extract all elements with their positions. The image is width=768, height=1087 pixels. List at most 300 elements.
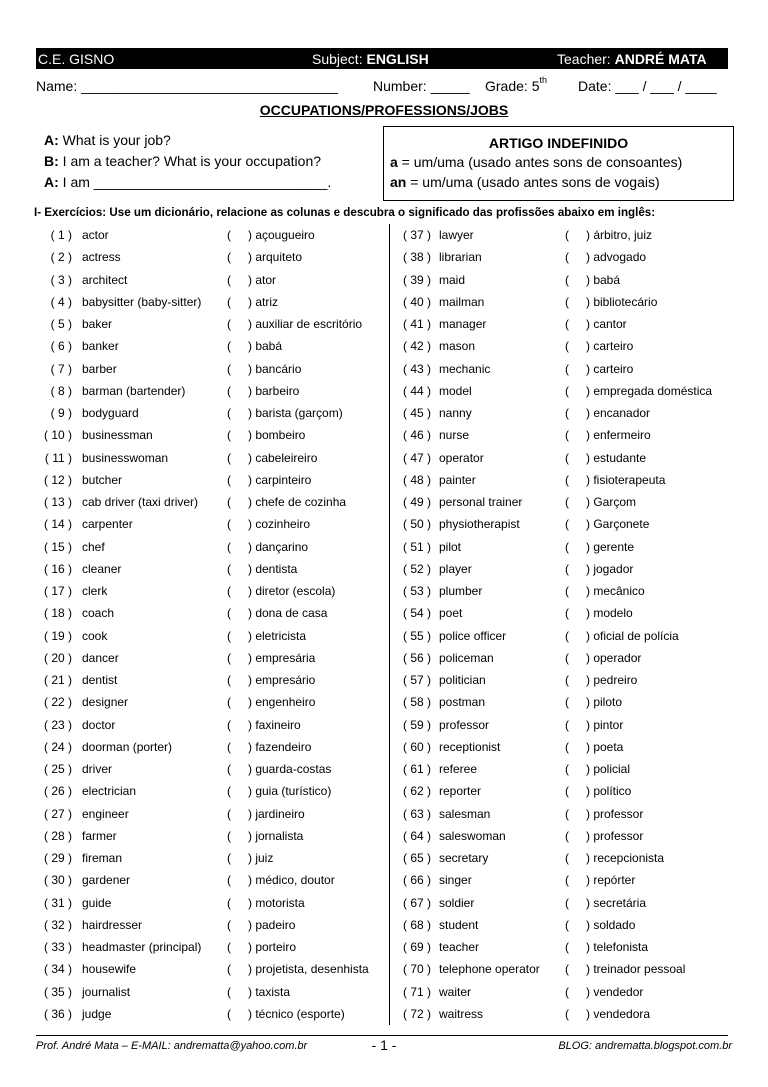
answer-blank[interactable]: ( [227, 940, 231, 954]
item-number: ( 48 ) [402, 472, 431, 487]
item-number: ( 15 ) [43, 539, 72, 554]
answer-blank[interactable]: ( [227, 984, 231, 999]
header-bar [36, 50, 728, 69]
answer-blank[interactable]: ( [565, 984, 569, 999]
table-row [0, 558, 768, 580]
answer-blank[interactable]: ( [565, 272, 569, 287]
table-row [0, 647, 768, 669]
item-number: ( 22 ) [43, 695, 72, 710]
table-row [0, 536, 768, 558]
item-number: ( 52 ) [402, 561, 431, 576]
english-occupation: doctor [82, 717, 116, 732]
english-occupation: businesswoman [82, 450, 169, 465]
answer-blank[interactable]: ( [565, 561, 569, 576]
english-occupation: telephone operator [439, 962, 540, 977]
table-row [0, 335, 768, 357]
english-occupation: player [439, 561, 472, 576]
portuguese-translation: ) vendedora [586, 1006, 651, 1021]
item-number: ( 6 ) [50, 339, 72, 354]
item-number: ( 41 ) [402, 317, 431, 331]
item-number: ( 1 ) [50, 228, 72, 242]
portuguese-translation: ) barista (garçom) [248, 406, 343, 420]
portuguese-translation: ) taxista [248, 984, 291, 999]
artigo-heading: ARTIGO INDEFINIDO [488, 135, 629, 151]
item-number: ( 43 ) [402, 361, 431, 376]
table-row [0, 825, 768, 847]
portuguese-translation: ) gerente [586, 539, 635, 554]
table-row [0, 513, 768, 535]
answer-blank[interactable]: ( [565, 1006, 569, 1021]
portuguese-translation: ) bancário [248, 361, 302, 376]
english-occupation: farmer [82, 828, 117, 843]
portuguese-translation: ) cabeleireiro [248, 450, 318, 465]
dialog-block [44, 130, 331, 193]
answer-blank[interactable]: ( [565, 873, 569, 888]
item-number: ( 64 ) [402, 828, 431, 843]
portuguese-translation: ) cozinheiro [248, 517, 311, 532]
answer-blank[interactable]: ( [227, 650, 231, 665]
portuguese-translation: ) dona de casa [248, 606, 328, 621]
english-occupation: babysitter (baby-sitter) [82, 294, 202, 309]
table-row [0, 269, 768, 291]
english-occupation: cab driver (taxi driver) [82, 495, 199, 509]
answer-blank[interactable]: ( [565, 784, 569, 799]
english-occupation: actor [82, 228, 109, 242]
item-number: ( 38 ) [402, 250, 431, 265]
table-row [0, 981, 768, 1003]
portuguese-translation: ) árbitro, juiz [586, 228, 653, 242]
table-row [0, 936, 768, 958]
portuguese-translation: ) porteiro [248, 940, 297, 954]
portuguese-translation: ) poeta [586, 739, 624, 754]
answer-blank[interactable]: ( [565, 294, 569, 309]
table-row [0, 246, 768, 268]
item-number: ( 36 ) [43, 1006, 72, 1021]
footer-blog: BLOG: andrematta.blogspot.com.br [558, 1040, 732, 1052]
grade-field: Grade: 5th [485, 75, 547, 94]
portuguese-translation: ) babá [248, 339, 283, 354]
answer-blank[interactable]: ( [227, 806, 231, 821]
portuguese-translation: ) piloto [586, 695, 623, 710]
portuguese-translation: ) Garçonete [586, 517, 650, 532]
portuguese-translation: ) recepcionista [586, 851, 665, 865]
portuguese-translation: ) advogado [586, 250, 647, 265]
answer-blank[interactable]: ( [565, 717, 569, 732]
answer-blank[interactable]: ( [565, 628, 569, 643]
item-number: ( 25 ) [43, 762, 72, 776]
english-occupation: banker [82, 339, 119, 354]
answer-blank[interactable]: ( [565, 539, 569, 554]
portuguese-translation: ) pedreiro [586, 673, 638, 687]
item-number: ( 47 ) [402, 450, 431, 465]
answer-blank[interactable]: ( [227, 895, 231, 910]
item-number: ( 50 ) [402, 517, 431, 532]
english-occupation: architect [82, 272, 128, 287]
english-occupation: maid [439, 272, 466, 287]
answer-blank[interactable]: ( [565, 895, 569, 910]
answer-blank[interactable]: ( [227, 873, 231, 888]
table-row [0, 803, 768, 825]
portuguese-translation: ) médico, doutor [248, 873, 335, 888]
portuguese-translation: ) cantor [586, 317, 627, 331]
english-occupation: barman (bartender) [82, 383, 186, 398]
portuguese-translation: ) carteiro [586, 339, 634, 354]
item-number: ( 37 ) [402, 228, 431, 242]
table-row [0, 669, 768, 691]
portuguese-translation: ) barbeiro [248, 383, 300, 398]
item-number: ( 40 ) [402, 294, 431, 309]
portuguese-translation: ) jornalista [248, 828, 304, 843]
table-row [0, 224, 768, 246]
item-number: ( 4 ) [50, 294, 72, 309]
item-number: ( 46 ) [402, 428, 431, 443]
english-occupation: nurse [439, 428, 470, 443]
answer-blank[interactable]: ( [565, 673, 569, 687]
item-number: ( 21 ) [43, 673, 72, 687]
table-row [0, 491, 768, 513]
item-number: ( 18 ) [43, 606, 72, 621]
table-row [0, 736, 768, 758]
answer-blank[interactable]: ( [227, 228, 231, 242]
answer-blank[interactable]: ( [227, 317, 231, 331]
item-number: ( 45 ) [402, 406, 431, 420]
item-number: ( 68 ) [402, 917, 431, 932]
portuguese-translation: ) modelo [586, 606, 633, 621]
item-number: ( 8 ) [50, 383, 72, 398]
english-occupation: physiotherapist [439, 517, 520, 532]
english-occupation: manager [439, 317, 487, 331]
item-number: ( 26 ) [43, 784, 72, 799]
english-occupation: singer [439, 873, 472, 888]
english-occupation: poet [439, 606, 463, 621]
english-occupation: politician [439, 673, 486, 687]
english-occupation: barber [82, 361, 117, 376]
english-occupation: mechanic [439, 361, 491, 376]
answer-blank[interactable]: ( [227, 673, 231, 687]
item-number: ( 39 ) [402, 272, 431, 287]
answer-blank[interactable]: ( [227, 339, 231, 354]
portuguese-translation: ) dentista [248, 561, 298, 576]
item-number: ( 31 ) [43, 895, 72, 910]
page-number: - 1 - [371, 1037, 397, 1053]
english-occupation: saleswoman [439, 828, 506, 843]
item-number: ( 57 ) [402, 673, 431, 687]
item-number: ( 30 ) [43, 873, 72, 888]
portuguese-translation: ) auxiliar de escritório [248, 317, 363, 331]
answer-blank[interactable]: ( [227, 428, 231, 443]
item-number: ( 59 ) [402, 717, 431, 732]
item-number: ( 28 ) [43, 828, 72, 843]
table-row [0, 447, 768, 469]
item-number: ( 44 ) [402, 383, 431, 398]
english-occupation: painter [439, 472, 476, 487]
item-number: ( 17 ) [43, 584, 72, 598]
english-occupation: judge [82, 1006, 112, 1021]
answer-blank[interactable]: ( [565, 339, 569, 354]
answer-blank[interactable]: ( [565, 806, 569, 821]
answer-blank[interactable]: ( [565, 606, 569, 621]
answer-blank[interactable]: ( [565, 962, 569, 977]
answer-blank[interactable]: ( [227, 628, 231, 643]
portuguese-translation: ) chefe de cozinha [248, 495, 347, 509]
english-occupation: guide [82, 895, 112, 910]
answer-blank[interactable]: ( [227, 962, 231, 977]
item-number: ( 58 ) [402, 695, 431, 710]
item-number: ( 12 ) [43, 472, 72, 487]
answer-blank[interactable]: ( [227, 539, 231, 554]
item-number: ( 20 ) [43, 650, 72, 665]
item-number: ( 35 ) [43, 984, 72, 999]
english-occupation: professor [439, 717, 490, 732]
portuguese-translation: ) guarda-costas [248, 762, 332, 776]
item-number: ( 16 ) [43, 561, 72, 576]
portuguese-translation: ) telefonista [586, 940, 649, 954]
answer-blank[interactable]: ( [565, 228, 569, 242]
teacher-value: ANDRÉ MATA [614, 51, 707, 67]
item-number: ( 27 ) [43, 806, 72, 821]
item-number: ( 5 ) [50, 317, 72, 331]
answer-blank[interactable]: ( [565, 406, 569, 420]
table-row [0, 758, 768, 780]
answer-blank[interactable]: ( [565, 940, 569, 954]
english-occupation: chef [82, 539, 105, 554]
answer-blank[interactable]: ( [565, 828, 569, 843]
answer-blank[interactable]: ( [565, 762, 569, 776]
english-occupation: fireman [82, 851, 123, 865]
item-number: ( 62 ) [402, 784, 431, 799]
answer-blank[interactable]: ( [227, 784, 231, 799]
answer-blank[interactable]: ( [565, 428, 569, 443]
item-number: ( 63 ) [402, 806, 431, 821]
answer-blank[interactable]: ( [227, 406, 231, 420]
table-row [0, 780, 768, 802]
answer-blank[interactable]: ( [227, 917, 231, 932]
school-name: C.E. GISNO [38, 51, 115, 67]
table-row [0, 602, 768, 624]
table-row [0, 714, 768, 736]
english-occupation: lawyer [439, 228, 474, 242]
answer-blank[interactable]: ( [565, 650, 569, 665]
portuguese-translation: ) estudante [586, 450, 647, 465]
english-occupation: personal trainer [439, 495, 523, 509]
answer-blank[interactable]: ( [565, 361, 569, 376]
item-number: ( 24 ) [43, 739, 72, 754]
english-occupation: police officer [439, 628, 507, 643]
portuguese-translation: ) empregada doméstica [586, 383, 713, 398]
answer-blank[interactable]: ( [227, 762, 231, 776]
table-row [0, 691, 768, 713]
portuguese-translation: ) guia (turístico) [248, 784, 332, 799]
portuguese-translation: ) empresário [248, 673, 316, 687]
english-occupation: referee [439, 762, 478, 776]
portuguese-translation: ) pintor [586, 717, 624, 732]
answer-blank[interactable]: ( [565, 517, 569, 532]
portuguese-translation: ) juiz [248, 851, 274, 865]
answer-blank[interactable]: ( [227, 294, 231, 309]
answer-blank[interactable]: ( [227, 851, 231, 865]
item-number: ( 61 ) [402, 762, 431, 776]
english-occupation: electrician [82, 784, 137, 799]
item-number: ( 29 ) [43, 851, 72, 865]
table-row [0, 958, 768, 980]
table-row [0, 625, 768, 647]
artigo-line: an = um/uma (usado antes sons de vogais) [390, 174, 660, 190]
answer-blank[interactable]: ( [227, 517, 231, 532]
exercise-instructions: I- Exercícios: Use um dicionário, relacione as colunas e descubra o significado das profissões abaixo em inglês: [34, 206, 656, 219]
portuguese-translation: ) diretor (escola) [248, 584, 336, 598]
english-occupation: engineer [82, 806, 129, 821]
item-number: ( 7 ) [50, 361, 72, 376]
english-occupation: baker [82, 317, 113, 331]
portuguese-translation: ) eletricista [248, 628, 307, 643]
item-number: ( 67 ) [402, 895, 431, 910]
english-occupation: dentist [82, 673, 118, 687]
english-occupation: coach [82, 606, 115, 621]
portuguese-translation: ) jogador [586, 561, 634, 576]
answer-blank[interactable]: ( [227, 695, 231, 710]
answer-blank[interactable]: ( [227, 361, 231, 376]
answer-blank[interactable]: ( [565, 584, 569, 598]
portuguese-translation: ) fazendeiro [248, 739, 312, 754]
answer-blank[interactable]: ( [227, 828, 231, 843]
artigo-box [383, 126, 734, 201]
portuguese-translation: ) bibliotecário [586, 294, 658, 309]
english-occupation: designer [82, 695, 129, 710]
portuguese-translation: ) técnico (esporte) [248, 1006, 345, 1021]
english-occupation: model [439, 383, 472, 398]
english-occupation: pilot [439, 539, 462, 554]
table-row [0, 380, 768, 402]
table-row [0, 892, 768, 914]
portuguese-translation: ) faxineiro [248, 717, 301, 732]
portuguese-translation: ) professor [586, 828, 644, 843]
portuguese-translation: ) político [586, 784, 632, 799]
portuguese-translation: ) policial [586, 762, 631, 776]
item-number: ( 11 ) [44, 450, 72, 465]
subject-value: ENGLISH [366, 51, 429, 67]
item-number: ( 42 ) [402, 339, 431, 354]
answer-blank[interactable]: ( [227, 272, 231, 287]
english-occupation: butcher [82, 472, 123, 487]
answer-blank[interactable]: ( [227, 561, 231, 576]
english-occupation: hairdresser [82, 917, 143, 932]
english-occupation: soldier [439, 895, 475, 910]
portuguese-translation: ) fisioterapeuta [586, 472, 666, 487]
answer-blank[interactable]: ( [227, 250, 231, 265]
item-number: ( 10 ) [43, 428, 72, 443]
item-number: ( 34 ) [43, 962, 72, 977]
answer-blank[interactable]: ( [227, 606, 231, 621]
portuguese-translation: ) oficial de polícia [586, 628, 679, 643]
item-number: ( 53 ) [402, 584, 431, 598]
portuguese-translation: ) projetista, desenhista [248, 962, 369, 977]
table-row [0, 914, 768, 936]
english-occupation: bodyguard [82, 406, 139, 420]
table-row [0, 580, 768, 602]
answer-blank[interactable]: ( [227, 383, 231, 398]
english-occupation: clerk [82, 584, 108, 598]
english-occupation: headmaster (principal) [82, 940, 202, 954]
portuguese-translation: ) motorista [248, 895, 305, 910]
answer-blank[interactable]: ( [227, 739, 231, 754]
item-number: ( 9 ) [50, 406, 72, 420]
english-occupation: reporter [439, 784, 482, 799]
english-occupation: operator [439, 450, 484, 465]
item-number: ( 51 ) [402, 539, 431, 554]
artigo-line: a = um/uma (usado antes sons de consoantes) [390, 154, 683, 170]
item-number: ( 70 ) [402, 962, 431, 977]
portuguese-translation: ) Garçom [586, 495, 637, 509]
table-row [0, 402, 768, 424]
answer-blank[interactable]: ( [565, 851, 569, 865]
answer-blank[interactable]: ( [227, 584, 231, 598]
item-number: ( 23 ) [43, 717, 72, 732]
table-row [0, 469, 768, 491]
page-title: OCCUPATIONS/PROFESSIONS/JOBS [259, 102, 509, 118]
answer-blank[interactable]: ( [565, 472, 569, 487]
english-occupation: librarian [439, 250, 482, 265]
portuguese-translation: ) secretária [586, 895, 647, 910]
english-occupation: gardener [82, 873, 131, 888]
answer-blank[interactable]: ( [565, 450, 569, 465]
english-occupation: plumber [439, 584, 483, 598]
answer-blank[interactable]: ( [565, 383, 569, 398]
english-occupation: nanny [439, 406, 472, 420]
portuguese-translation: ) açougueiro [248, 228, 315, 242]
item-number: ( 60 ) [402, 739, 431, 754]
item-number: ( 55 ) [402, 628, 431, 643]
answer-blank[interactable]: ( [227, 495, 231, 509]
portuguese-translation: ) treinador pessoal [586, 962, 686, 977]
answer-blank[interactable]: ( [565, 317, 569, 331]
table-row [0, 313, 768, 335]
portuguese-translation: ) vendedor [586, 984, 644, 999]
answer-blank[interactable]: ( [565, 917, 569, 932]
table-row [0, 869, 768, 891]
item-number: ( 32 ) [43, 917, 72, 932]
table-row [0, 1003, 768, 1025]
portuguese-translation: ) jardineiro [248, 806, 305, 821]
english-occupation: housewife [82, 962, 137, 977]
dialog-line: A: What is your job? [44, 132, 171, 148]
subject-line: Subject: ENGLISH [312, 51, 429, 67]
item-number: ( 72 ) [402, 1006, 431, 1021]
english-occupation: student [439, 917, 479, 932]
portuguese-translation: ) encanador [586, 406, 651, 420]
answer-blank[interactable]: ( [227, 472, 231, 487]
answer-blank[interactable]: ( [227, 450, 231, 465]
portuguese-translation: ) arquiteto [248, 250, 303, 265]
english-occupation: postman [439, 695, 486, 710]
answer-blank[interactable]: ( [227, 1006, 231, 1021]
english-occupation: journalist [82, 984, 131, 999]
portuguese-translation: ) carteiro [586, 361, 634, 376]
english-occupation: waitress [439, 1006, 484, 1021]
answer-blank[interactable]: ( [565, 495, 569, 509]
portuguese-translation: ) enfermeiro [586, 428, 651, 443]
answer-blank[interactable]: ( [565, 250, 569, 265]
portuguese-translation: ) professor [586, 806, 644, 821]
english-occupation: driver [82, 762, 113, 776]
teacher-line: Teacher: ANDRÉ MATA [557, 51, 707, 67]
portuguese-translation: ) engenheiro [248, 695, 316, 710]
answer-blank[interactable]: ( [565, 739, 569, 754]
portuguese-translation: ) repórter [586, 873, 636, 888]
english-occupation: businessman [82, 428, 153, 443]
answer-blank[interactable]: ( [227, 717, 231, 732]
answer-blank[interactable]: ( [565, 695, 569, 710]
english-occupation: waiter [439, 984, 472, 999]
